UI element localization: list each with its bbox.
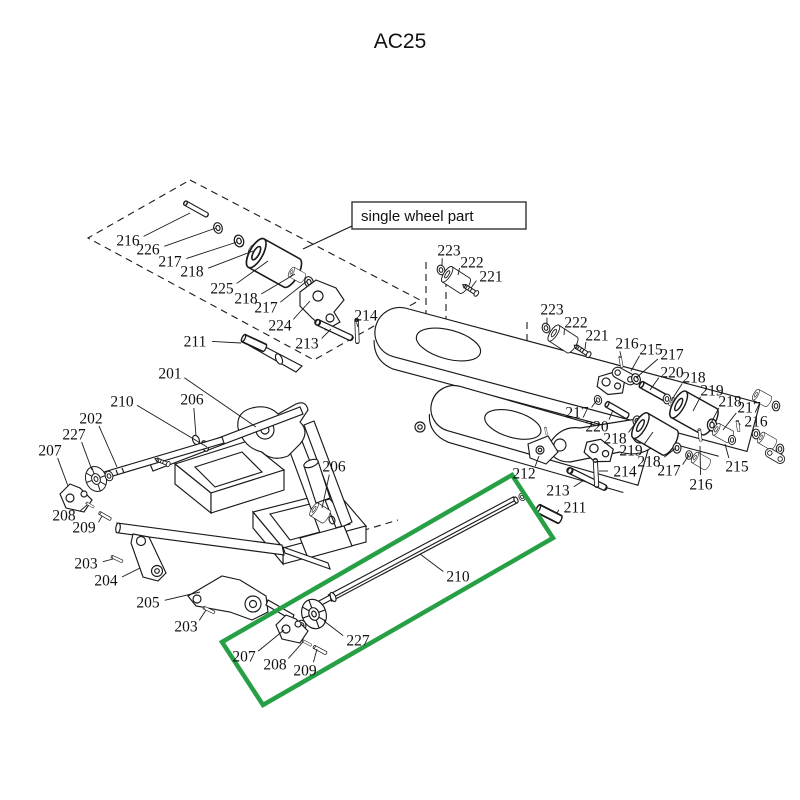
part-label-203: 203 <box>174 618 198 636</box>
part-label-221: 221 <box>585 327 609 345</box>
part-label-209: 209 <box>72 519 96 537</box>
part-label-224: 224 <box>268 317 292 335</box>
leader-line-215 <box>631 356 640 371</box>
part-label-218: 218 <box>718 393 742 411</box>
part-label-202: 202 <box>79 410 103 428</box>
part-label-225: 225 <box>210 280 234 298</box>
part-label-203: 203 <box>74 555 98 573</box>
leader-line-213 <box>574 480 584 487</box>
leader-line-204 <box>122 568 140 577</box>
leader-line-208 <box>288 642 303 658</box>
part-label-216: 216 <box>615 335 639 353</box>
part-label-211: 211 <box>563 499 587 517</box>
part-label-216: 216 <box>689 476 713 494</box>
part-label-214: 214 <box>354 307 378 325</box>
part-label-210: 210 <box>110 393 134 411</box>
leader-line-209 <box>313 649 317 662</box>
part-label-206: 206 <box>322 458 346 476</box>
part-label-207: 207 <box>38 442 62 460</box>
leader-line-210 <box>137 405 207 447</box>
part-label-217: 217 <box>660 346 684 364</box>
part-label-205: 205 <box>136 594 160 612</box>
leader-line-211 <box>212 341 241 343</box>
part-label-215: 215 <box>725 458 749 476</box>
part-label-204: 204 <box>94 572 118 590</box>
part-label-218: 218 <box>637 453 661 471</box>
part-label-206: 206 <box>180 391 204 409</box>
part-label-209: 209 <box>293 662 317 680</box>
leader-line-227 <box>324 621 343 636</box>
leader-line-221 <box>471 281 476 288</box>
callout <box>303 202 526 249</box>
part-label-201: 201 <box>158 365 182 383</box>
part-label-220: 220 <box>660 364 684 382</box>
part-label-216: 216 <box>744 413 768 431</box>
part-label-217: 217 <box>254 299 278 317</box>
leader-line-211 <box>557 510 559 513</box>
part-label-212: 212 <box>512 465 536 483</box>
part-label-213: 213 <box>546 482 570 500</box>
part-label-219: 219 <box>619 442 643 460</box>
part-label-217: 217 <box>565 404 589 422</box>
part-label-215: 215 <box>639 341 663 359</box>
leader-line-216 <box>700 446 701 475</box>
part-label-208: 208 <box>52 507 76 525</box>
part-label-219: 219 <box>700 382 724 400</box>
leader-line-226 <box>164 228 216 246</box>
leader-line-209 <box>99 516 102 522</box>
leader-line-216 <box>144 213 190 236</box>
leader-line-202 <box>99 426 117 467</box>
part-label-218: 218 <box>603 430 627 448</box>
part-label-222: 222 <box>564 314 588 332</box>
part-label-210: 210 <box>446 568 470 586</box>
part-label-218: 218 <box>180 263 204 281</box>
part-label-220: 220 <box>585 418 609 436</box>
part-label-223: 223 <box>540 301 564 319</box>
part-label-208: 208 <box>263 656 287 674</box>
part-label-216: 216 <box>116 232 140 250</box>
part-label-214: 214 <box>613 463 637 481</box>
callout-label: single wheel part <box>361 208 474 225</box>
part-label-227: 227 <box>62 426 86 444</box>
page-title: AC25 <box>373 30 427 53</box>
part-label-223: 223 <box>437 242 461 260</box>
part-label-217: 217 <box>657 462 681 480</box>
leader-line-203 <box>199 610 206 620</box>
part-label-211: 211 <box>183 333 207 351</box>
part-label-221: 221 <box>479 268 503 286</box>
part-label-227: 227 <box>346 632 370 650</box>
leader-line-206 <box>194 408 196 436</box>
part-label-226: 226 <box>136 241 160 259</box>
leader-line-207 <box>258 630 284 651</box>
part-label-218: 218 <box>682 369 706 387</box>
part-label-213: 213 <box>295 335 319 353</box>
leader-line-203 <box>103 559 113 562</box>
leader-line-210 <box>420 554 443 571</box>
part-label-207: 207 <box>232 648 256 666</box>
part-label-217: 217 <box>737 399 761 417</box>
part-label-218: 218 <box>234 290 258 308</box>
part-label-217: 217 <box>158 253 182 271</box>
leader-line-217 <box>186 242 237 259</box>
pylon-assembly <box>175 342 366 564</box>
leader-line-207 <box>58 458 68 486</box>
part-label-222: 222 <box>460 254 484 272</box>
leader-line-227 <box>82 442 92 470</box>
